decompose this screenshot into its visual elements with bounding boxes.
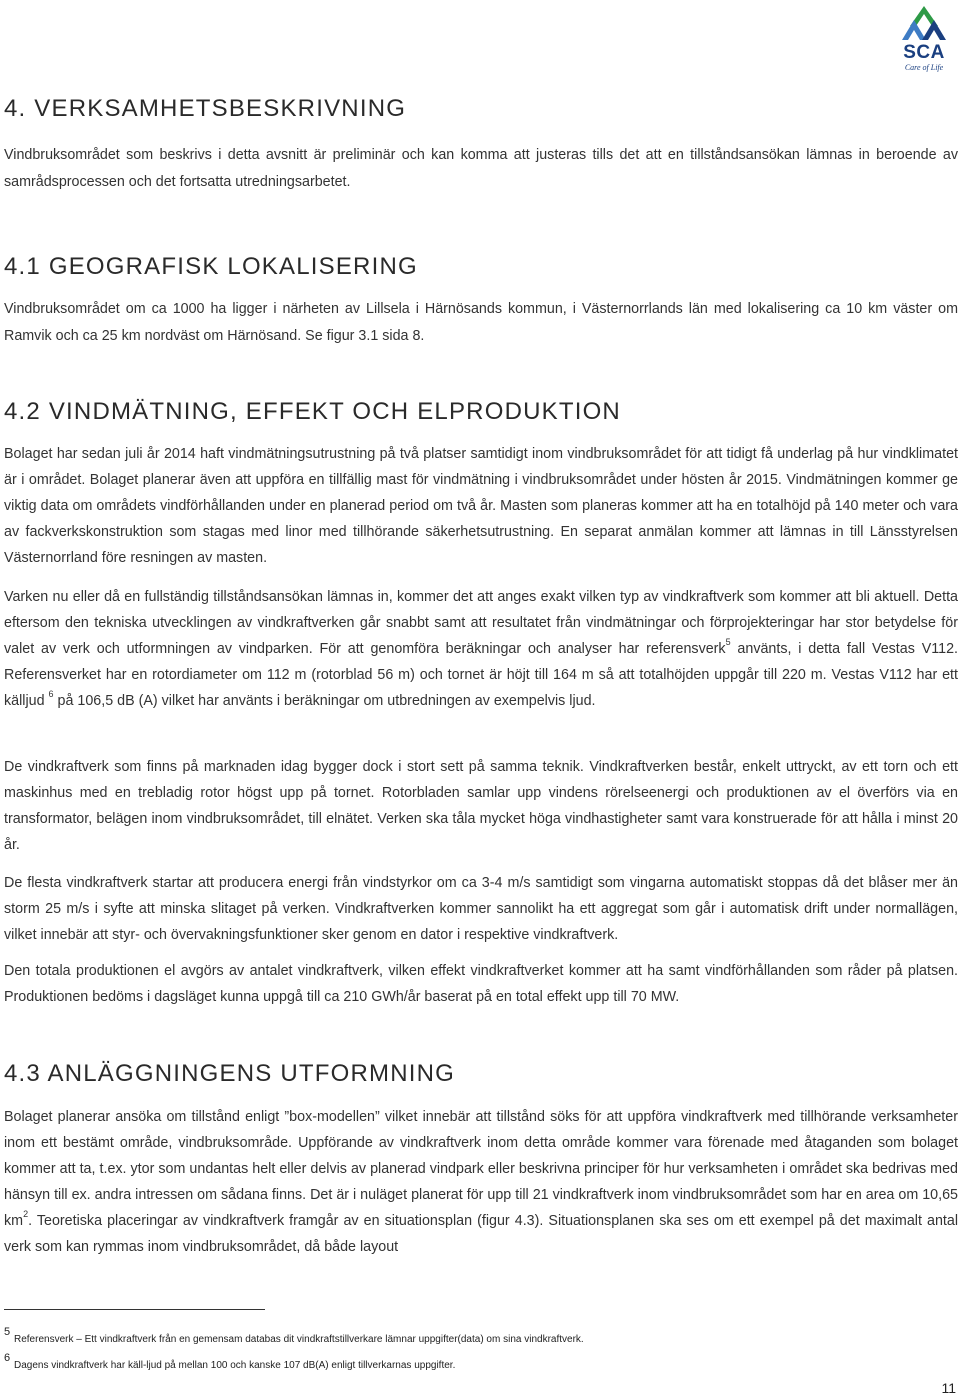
logo-name: SCA	[903, 42, 945, 63]
logo-tagline: Care of Life	[904, 63, 944, 72]
section-4-2-paragraph-2	[4, 584, 958, 714]
section-4-1-heading: 4.1 GEOGRAFISK LOKALISERING	[4, 253, 418, 280]
footnote-ref-5[interactable]: 5	[725, 637, 731, 648]
page-number: 11	[941, 1380, 956, 1396]
sca-logo-mark-icon	[892, 4, 956, 44]
p2-text-a: Varken nu eller då en fullständig tillståndsansökan lämnas in, kommer det att anges exakt vilken typ av vindkraftverk som kommer att bli aktuell. Detta eftersom den tekniska utvecklingen av vindkraftverken går snabbt samt att resultatet från vindmätningar och förprojekteringar har stor betydelse för valet av verk och utformningen av vindparken. För att genomföra beräkningar och analyser har referensverk	[4, 589, 958, 657]
footnote-number: 6	[4, 1352, 11, 1364]
sca-logo	[892, 4, 956, 74]
footnote-separator	[4, 1309, 265, 1310]
p43-text-a: Bolaget planerar ansöka om tillstånd enligt ”box-modellen” vilket innebär att tillstånd söks för att uppföra vindkraftverk med tillhörande verksamheter inom ett bestämt område, vindbruksområde. Uppförande av vindkraftverk inom detta område kommer vara förenade med åtaganden som bolaget kommer att ta, t.ex. ytor som undantas helt eller delvis av planerad vindpark eller beskrivna principer för hur verksamheten i området ska bedrivas med hänsyn till ex. andra intressen om sådana finns. Det är i nuläget planerat för upp till 21 vindkraftverk inom vindbruksområdet som har en area om 10,65 km	[4, 1109, 958, 1229]
intro-paragraph: Vindbruksområdet som beskrivs i detta avsnitt är preliminär och kan komma att justeras tills det att en tillståndsansökan lämnas in beroende av samrådsprocessen och det fortsatta utredningsarbetet.	[4, 147, 958, 190]
footnote-text: Dagens vindkraftverk har käll-ljud på mellan 100 och kanske 107 dB(A) enligt tillverkarnas uppgifter.	[14, 1360, 456, 1371]
p2-text-c: på 106,5 dB (A) vilket har använts i beräkningar om utbredningen av exempelvis ljud.	[53, 693, 596, 709]
section-4-2-paragraph-1: Bolaget har sedan juli år 2014 haft vindmätningsutrustning på två platser samtidigt inom vindbruksområdet för att tidigt få underlag på hur vindklimatet är i området. Bolaget planerar även att uppföra en tillfällig mast för vindmätning i vindbruksområdet under hösten år 2015. Vindmätningen kommer ge viktig data om områdets vindförhållanden under en planerad period om två år. Masten som planeras kommer att ha en totalhöjd på 140 meter och vara av fackverkskonstruktion som stagas med linor med tillhörande säkerhetsutrustning. En separat anmälan kommer att lämnas in till Länsstyrelsen Västernorrland före resningen av masten.	[4, 446, 958, 566]
section-4-2-paragraph-3: De vindkraftverk som finns på marknaden idag bygger dock i stort sett på samma teknik. Vindkraftverken består, enkelt uttryckt, av ett torn och ett maskinhus med en trebladig rotor högst upp på tornet. Rotorbladen samlar upp vindens rörelseenergi och produktionen av el överförs via en transformator, belägen inom vindbruksområdet, till elnätet. Verken ska tåla mycket höga vindhastigheter samt vara konstruerade för att hålla i minst 20 år.	[4, 759, 958, 853]
superscript-2: 2	[23, 1209, 29, 1220]
section-4-3-heading: 4.3 ANLÄGGNINGENS UTFORMNING	[4, 1060, 455, 1087]
footnote-ref-6[interactable]: 6	[48, 689, 54, 700]
p2-text-b: använts, i detta fall Vestas V112. Referensverket har en rotordiameter om 112 m (rotorblad 56 m) och tornet är höjt till 164 m så att totalhöjden uppgår till 220 m. Vestas V112 har ett källjud	[4, 641, 958, 709]
section-4-2-heading: 4.2 VINDMÄTNING, EFFEKT OCH ELPRODUKTION	[4, 398, 621, 425]
footnote-text: Referensverk – Ett vindkraftverk från en gemensam databas dit vindkraftstillverkare lämnar uppgifter(data) om sina vindkraftverk.	[14, 1334, 584, 1345]
section-4-2-paragraph-5: Den totala produktionen el avgörs av antalet vindkraftverk, vilken effekt vindkraftverket kommer att ha samt vindförhållanden som råder på platsen. Produktionen bedöms i dagsläget kunna uppgå till ca 210 GWh/år baserat på en total effekt upp till 70 MW.	[4, 963, 958, 1005]
p43-text-b: . Teoretiska placeringar av vindkraftverk framgår av en situationsplan (figur 4.3). Situationsplanen ska ses om ett exempel på det maximalt antal verk som kan rymmas inom vindbruksområdet, då både layout	[4, 1213, 958, 1255]
section-4-1-paragraph: Vindbruksområdet om ca 1000 ha ligger i närheten av Lillsela i Härnösands kommun, i Västernorrlands län med lokalisering ca 10 km väster om Ramvik och ca 25 km nordväst om Härnösand. Se figur 3.1 sida 8.	[4, 301, 958, 344]
section-4-3-paragraph-1	[4, 1104, 958, 1260]
footnote-number: 5	[4, 1326, 11, 1338]
section-4-2-paragraph-4: De flesta vindkraftverk startar att producera energi från vindstyrkor om ca 3-4 m/s samtidigt som vingarna automatiskt stoppas då det blåser mer än storm 25 m/s i syfte att minska slitaget på verken. Vindkraftverken kommer sannolikt ha ett aggregat som går i automatisk drift under normallägen, vilket innebär att styr- och övervakningsfunktioner sker genom en dator i respektive vindkraftverk.	[4, 875, 958, 943]
chapter-heading: 4. VERKSAMHETSBESKRIVNING	[4, 95, 407, 122]
